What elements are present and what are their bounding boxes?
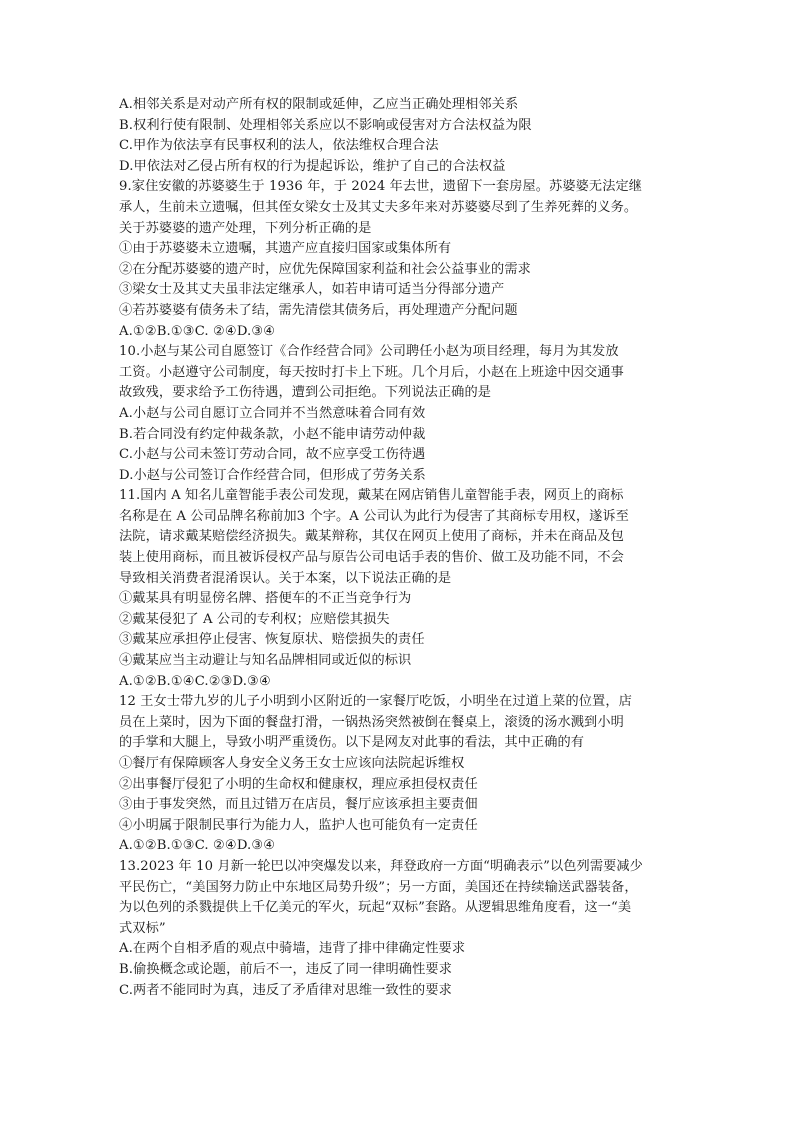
- q11-choices: A.①②B.①④C.②③D.③④: [119, 673, 271, 689]
- question-12: [119, 692, 689, 857]
- q8-option-a: A.相邻关系是对动产所有权的限制或延伸，乙应当正确处理相邻关系: [119, 97, 519, 112]
- question-8-options: [119, 95, 689, 177]
- q8-option-b: B.权利行使有限制、处理相邻关系应以不影响或侵害对方合法权益为限: [119, 117, 532, 133]
- q9-choices: A.①②B.①③C. ②④D.③④: [119, 323, 276, 339]
- q11-item-1: ①戴某具有明显傍名牌、搭便车的不正当竞争行为: [119, 591, 412, 607]
- q13-stem-line: 13.2023 年 10 月新一轮巴以冲突爆发以来，拜登政府一方面“明确表示”以色列需要减少: [119, 858, 643, 874]
- q13-stem-line: 式双标”: [119, 920, 166, 936]
- q13-option-b: B.偷换概念或论题，前后不一，违反了同一律明确性要求: [119, 961, 452, 977]
- q9-item-4: ④若苏婆婆有债务未了结，需先清偿其债务后，再处理遗产分配问题: [119, 302, 518, 318]
- q13-stem-line: 为以色列的杀戮提供上千亿美元的军火，玩起“双标”套路。从逻辑思维角度看，这一“美: [119, 900, 632, 916]
- q11-stem-line: 法院，请求戴某赔偿经济损失。戴某辩称，其仅在网页上使用了商标，并未在商品及包: [119, 529, 624, 545]
- document-page: [119, 95, 689, 1001]
- question-9: [119, 177, 689, 342]
- q12-choices: A.①②B.①③C. ②④D.③④: [119, 838, 276, 854]
- q9-item-1: ①由于苏婆婆未立遗嘱，其遗产应直接归国家或集体所有: [119, 241, 452, 257]
- q12-stem-line: 12 王女士带九岁的儿子小明到小区附近的一家餐厅吃饭，小明坐在过道上菜的位置，店: [119, 694, 632, 710]
- q13-option-c: C.两者不能同时为真，违反了矛盾律对思维一致性的要求: [119, 982, 452, 998]
- q10-stem-line: 工资。小赵遵守公司制度，每天按时打卡上下班。几个月后，小赵在上班途中因交通事: [119, 364, 624, 380]
- q11-stem-line: 装上使用商标，而且被诉侵权产品与原告公司电话手表的售价、做工及功能不同，不会: [119, 550, 624, 566]
- q10-option-d: D.小赵与公司签订合作经营合同，但形成了劳务关系: [119, 467, 426, 483]
- q12-item-1: ①餐厅有保障顾客人身安全义务王女士应该向法院起诉维权: [119, 756, 465, 771]
- question-13: [119, 857, 689, 1001]
- q11-stem-line: 11.国内 A 知名儿童智能手表公司发现，戴某在网店销售儿童智能手表，网页上的商标: [119, 488, 624, 504]
- q10-option-c: C.小赵与公司未签订劳动合同，故不应享受工伤待遇: [119, 447, 426, 463]
- q9-stem-line: 承人，生前未立遗嘱，但其侄女梁女士及其丈夫多年来对苏婆婆尽到了生养死葬的义务。: [119, 199, 638, 215]
- q8-option-c: C.甲作为依法享有民事权利的法人，依法维权合理合法: [119, 138, 439, 154]
- q12-item-4: ④小明属于限制民事行为能力人，监护人也可能负有一定责任: [119, 817, 478, 833]
- q10-stem-line: 故致残，要求给予工伤待遇，遭到公司拒绝。下列说法正确的是: [119, 385, 492, 401]
- q9-stem-line: 关于苏婆婆的遗产处理，下列分析正确的是: [119, 220, 372, 236]
- q10-stem-line: 10.小赵与某公司自愿签订《合作经营合同》公司聘任小赵为项目经理，每月为其发放: [119, 344, 619, 360]
- q12-stem-line: 的手掌和大腿上，导致小明严重烫伤。以下是网友对此事的看法，其中正确的有: [119, 735, 585, 751]
- question-10: [119, 342, 689, 486]
- q12-item-2: ②出事餐厅侵犯了小明的生命权和健康权，理应承担侵权责任: [119, 776, 478, 792]
- q11-item-4: ④戴某应当主动避让与知名品牌相同或近似的标识: [119, 653, 412, 669]
- q11-item-2: ②戴某侵犯了 A 公司的专利权；应赔偿其损失: [119, 611, 390, 627]
- q12-item-3: ③由于事发突然，而且过错万在店员，餐厅应该承担主要责佃: [119, 797, 478, 813]
- question-11: [119, 486, 689, 692]
- q11-item-3: ③戴某应承担停止侵害、恢复原状、赔偿损失的责任: [119, 632, 425, 648]
- q12-stem-line: 员在上菜时，因为下面的餐盘打滑，一锅热汤突然被倒在餐桌上，滚烫的汤水溅到小明: [119, 714, 624, 730]
- q9-item-2: ②在分配苏婆婆的遗产时，应优先保障国家利益和社会公益事业的需求: [119, 261, 531, 277]
- q13-option-a: A.在两个自相矛盾的观点中骑墙，违背了排中律确定性要求: [119, 941, 466, 957]
- q13-stem-line: 平民伤亡，“美国努力防止中东地区局势升级”；另一方面，美国还在持续输送武器装备，: [119, 879, 638, 895]
- q9-stem-line: 9.家住安徽的苏婆婆生于 1936 年，于 2024 年去世，遗留下一套房屋。苏婆婆无法定继: [119, 179, 643, 195]
- q11-stem-line: 名称是在 A 公司品牌名称前加3 个字。A 公司认为此行为侵害了其商标专用权，遂诉至: [119, 508, 629, 524]
- q10-option-a: A.小赵与公司自愿订立合同并不当然意味着合同有效: [119, 405, 426, 421]
- q10-option-b: B.若合同没有约定仲裁条款，小赵不能申请劳动仲裁: [119, 426, 426, 442]
- q11-stem-line: 导致相关消费者混淆误认。关于本案，以下说法正确的是: [119, 570, 452, 586]
- q9-item-3: ③梁女士及其丈夫虽非法定继承人，如若申请可适当分得部分遗产: [119, 282, 505, 298]
- q8-option-d: D.甲依法对乙侵占所有权的行为提起诉讼，维护了自己的合法权益: [119, 158, 506, 174]
